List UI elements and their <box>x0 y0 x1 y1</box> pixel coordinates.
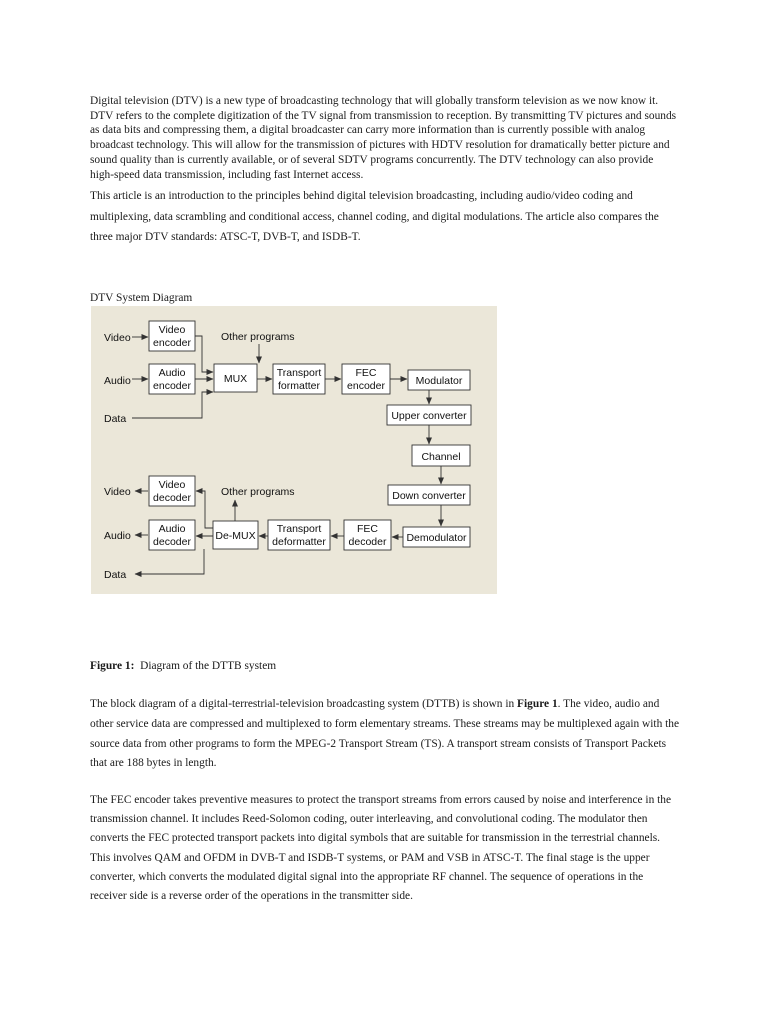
figure-reference: Figure 1 <box>517 698 558 710</box>
transport-formatter-label-2: formatter <box>277 380 321 392</box>
video-encoder-label-2: encoder <box>153 337 191 349</box>
figure-caption-label: Figure 1: <box>90 660 135 672</box>
data-output-label: Data <box>104 569 127 581</box>
figure-caption <box>90 660 276 672</box>
figure-heading: DTV System Diagram <box>90 292 193 304</box>
video-decoder-label-1: Video <box>158 479 186 491</box>
mux-label: MUX <box>223 373 248 385</box>
fec-encoder-label-1: FEC <box>355 367 377 379</box>
audio-encoder-label-2: encoder <box>153 380 191 392</box>
fec-decoder-label-2: decoder <box>348 536 387 548</box>
intro-paragraph-1: Digital television (DTV) is a new type of broadcasting technology that will globally transform television as we now know it. DTV refers to the complete digitization of the TV signal from transmission to reception. By transmitting TV pictures and sounds as data bits and compressing them, a digital broadcaster can carry more information than is currently possible with analog broadcast technology. This will allow for the transmission of pictures with HDTV resolution for dramatically better picture and sound quality than is currently available, or of several SDTV programs concurrently. The DTV technology can also provide high-speed data transmission, including fast Internet access. <box>90 95 677 181</box>
body-paragraph-2: The FEC encoder takes preventive measures to protect the transport streams from errors caused by noise and interference in the transmission channel. It includes Reed-Solomon coding, outer interleaving, and convolutional coding. The modulator then converts the FEC protected transport packets into digital symbols that are suitable for transmission in the terrestrial channels. This involves QAM and OFDM in DVB-T and ISDB-T systems, or PAM and VSB in ATSC-T. The final stage is the upper converter, which converts the modulated digital signal into the appropriate RF channel. The sequence of operations in the receiver side is a reverse order of the operations in the transmitter side. <box>90 794 672 903</box>
body-paragraph-1-after: . The video, audio and other service data are compressed and multiplexed to form elementary streams. These streams may be multiplexed again with the source data from other programs to form the MPEG-2 Transport Stream (TS). A transport stream consists of Transport Packets that are 188 bytes in length. <box>90 698 680 770</box>
audio-input-label: Audio <box>104 375 131 387</box>
video-decoder-label-2: decoder <box>153 492 191 504</box>
tx-other-programs-label: Other programs <box>221 331 295 343</box>
intro-paragraph-2: This article is an introduction to the principles behind digital television broadcasting, including audio/video coding and multiplexing, data scrambling and conditional access, channel coding, and digital modulations. The article also compares the three major DTV standards: ATSC-T, DVB-T, and ISDB-T. <box>90 190 659 243</box>
dtv-system-diagram <box>91 306 497 594</box>
transport-deformatter-label-1: Transport <box>276 523 322 535</box>
channel-label: Channel <box>421 451 461 463</box>
diagram-svg <box>91 306 497 594</box>
figure-caption-text: Diagram of the DTTB system <box>140 660 277 672</box>
upper-converter-label: Upper converter <box>391 410 467 422</box>
down-converter-label: Down converter <box>392 490 466 502</box>
fec-decoder-label-1: FEC <box>357 523 378 535</box>
audio-encoder-label-1: Audio <box>158 367 186 379</box>
audio-decoder-label-2: decoder <box>153 536 191 548</box>
rx-other-programs-label: Other programs <box>221 486 295 498</box>
audio-output-label: Audio <box>104 530 131 542</box>
video-encoder-label-1: Video <box>158 324 186 336</box>
body-paragraph-1 <box>90 695 680 774</box>
fec-encoder-label-2: encoder <box>347 380 385 392</box>
body-paragraph-1-before: The block diagram of a digital-terrestrial-television broadcasting system (DTTB) is shown in <box>90 698 518 710</box>
data-input-label: Data <box>104 413 127 425</box>
demux-label: De-MUX <box>215 530 256 542</box>
transport-deformatter-label-2: deformatter <box>272 536 326 548</box>
demodulator-label: Demodulator <box>406 532 467 544</box>
transport-formatter-label-1: Transport <box>276 367 322 379</box>
modulator-label: Modulator <box>415 375 463 387</box>
audio-decoder-label-1: Audio <box>158 523 186 535</box>
video-input-label: Video <box>104 332 131 344</box>
video-output-label: Video <box>104 486 131 498</box>
